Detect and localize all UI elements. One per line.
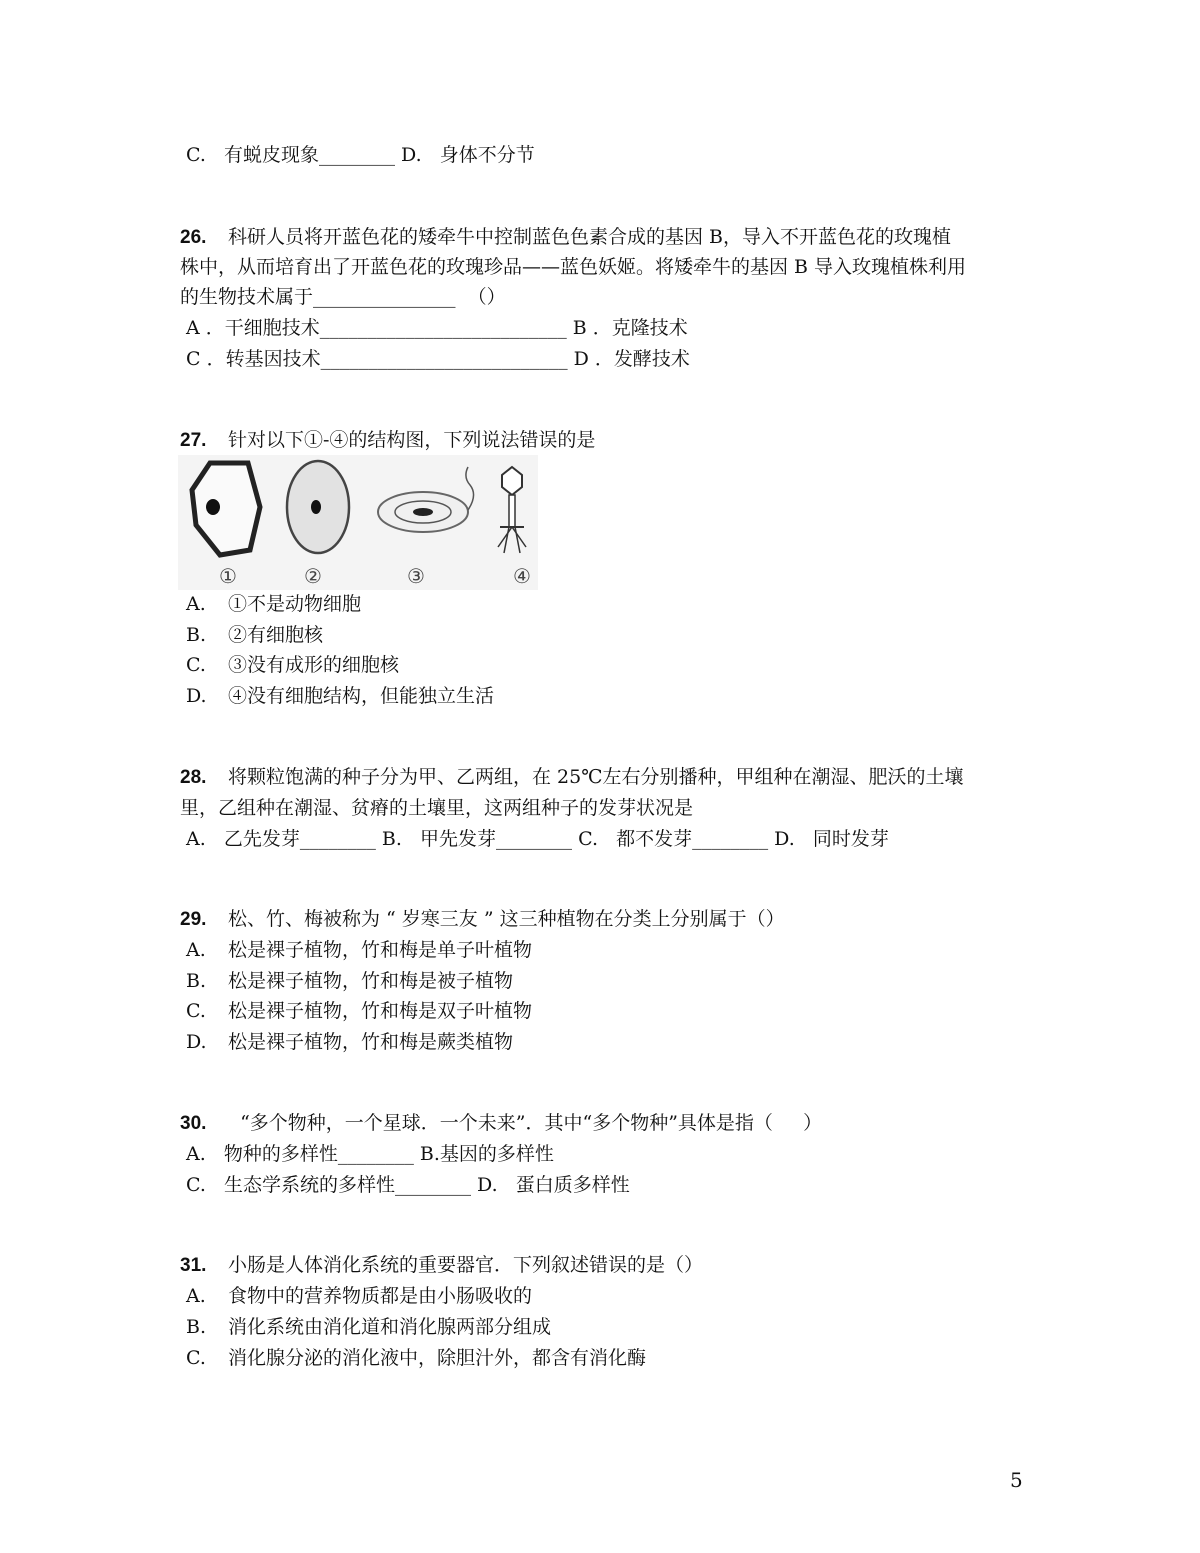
q26-stem-line2: 株中，从而培育出了开蓝色花的玫瑰珍品——蓝色妖姬。将矮牵牛的基因 B 导入玫瑰植株利用 bbox=[180, 256, 967, 278]
figure-label-2: ② bbox=[304, 564, 322, 588]
figure-label-1: ① bbox=[219, 564, 237, 588]
q26-options-ab: A ．干细胞技术__________________________ B ．克隆技术 bbox=[186, 317, 688, 339]
q27-number: 27. bbox=[180, 430, 207, 451]
q29-stem bbox=[180, 904, 785, 935]
q26-text-1: 科研人员将开蓝色花的矮牵牛中控制蓝色色素合成的基因 B，导入不开蓝色花的玫瑰植 bbox=[228, 226, 952, 248]
q31-number: 31. bbox=[180, 1255, 207, 1276]
q30-options-ab: A. 物种的多样性________ B.基因的多样性 bbox=[186, 1143, 554, 1165]
q28-number: 28. bbox=[180, 767, 207, 788]
q30-number: 30. bbox=[180, 1113, 207, 1134]
q26-number: 26. bbox=[180, 227, 207, 248]
q27-option-c: C. ③没有成形的细胞核 bbox=[186, 654, 400, 676]
q26-stem-line1 bbox=[180, 222, 951, 253]
q29-option-a: A. 松是裸子植物，竹和梅是单子叶植物 bbox=[186, 939, 533, 961]
figure-label-4: ④ bbox=[513, 564, 531, 588]
q27-stem bbox=[180, 425, 595, 456]
q28-text-1: 将颗粒饱满的种子分为甲、乙两组，在 25℃左右分别播种，甲组种在潮湿、肥沃的土壤 bbox=[228, 766, 964, 788]
q26-stem-line3: 的生物技术属于_______________ （） bbox=[180, 286, 506, 308]
q31-option-a: A. 食物中的营养物质都是由小肠吸收的 bbox=[186, 1285, 533, 1307]
q30-stem bbox=[180, 1108, 822, 1139]
q25-options-cd: C. 有蜕皮现象________ D. 身体不分节 bbox=[186, 144, 535, 166]
q27-option-d: D. ④没有细胞结构，但能独立生活 bbox=[186, 685, 495, 707]
q28-options: A. 乙先发芽________ B. 甲先发芽________ C. 都不发芽________ D. 同时发芽 bbox=[186, 828, 889, 850]
q28-stem-line2: 里，乙组种在潮湿、贫瘠的土壤里，这两组种子的发芽状况是 bbox=[180, 797, 694, 819]
page-number: 5 bbox=[1010, 1468, 1023, 1492]
q26-options-cd: C ．转基因技术__________________________ D ．发酵技术 bbox=[186, 348, 690, 370]
q27-structure-figure bbox=[178, 455, 538, 590]
q27-option-b: B. ②有细胞核 bbox=[186, 624, 324, 646]
q31-text: 小肠是人体消化系统的重要器官．下列叙述错误的是（） bbox=[228, 1254, 704, 1276]
q29-option-b: B. 松是裸子植物，竹和梅是被子植物 bbox=[186, 970, 514, 992]
q29-text: 松、竹、梅被称为 “ 岁寒三友 ” 这三种植物在分类上分别属于（） bbox=[228, 908, 785, 930]
cell-structures-illustration bbox=[178, 455, 538, 590]
q30-text: “多个物种，一个星球．一个未来”．其中“多个物种”具体是指（ ） bbox=[228, 1112, 823, 1134]
q29-option-d: D. 松是裸子植物，竹和梅是蕨类植物 bbox=[186, 1031, 514, 1053]
q30-options-cd: C. 生态学系统的多样性________ D. 蛋白质多样性 bbox=[186, 1174, 630, 1196]
animal-cell-icon bbox=[287, 461, 349, 553]
q29-number: 29. bbox=[180, 909, 207, 930]
q31-option-c: C. 消化腺分泌的消化液中，除胆汁外，都含有消化酶 bbox=[186, 1347, 647, 1369]
q28-stem-line1 bbox=[180, 762, 963, 793]
q29-option-c: C. 松是裸子植物，竹和梅是双子叶植物 bbox=[186, 1000, 533, 1022]
q27-text: 针对以下①-④的结构图，下列说法错误的是 bbox=[228, 429, 596, 451]
figure-label-3: ③ bbox=[407, 564, 425, 588]
q31-stem bbox=[180, 1250, 703, 1281]
q31-option-b: B. 消化系统由消化道和消化腺两部分组成 bbox=[186, 1316, 552, 1338]
q27-option-a: A. ①不是动物细胞 bbox=[186, 593, 362, 615]
